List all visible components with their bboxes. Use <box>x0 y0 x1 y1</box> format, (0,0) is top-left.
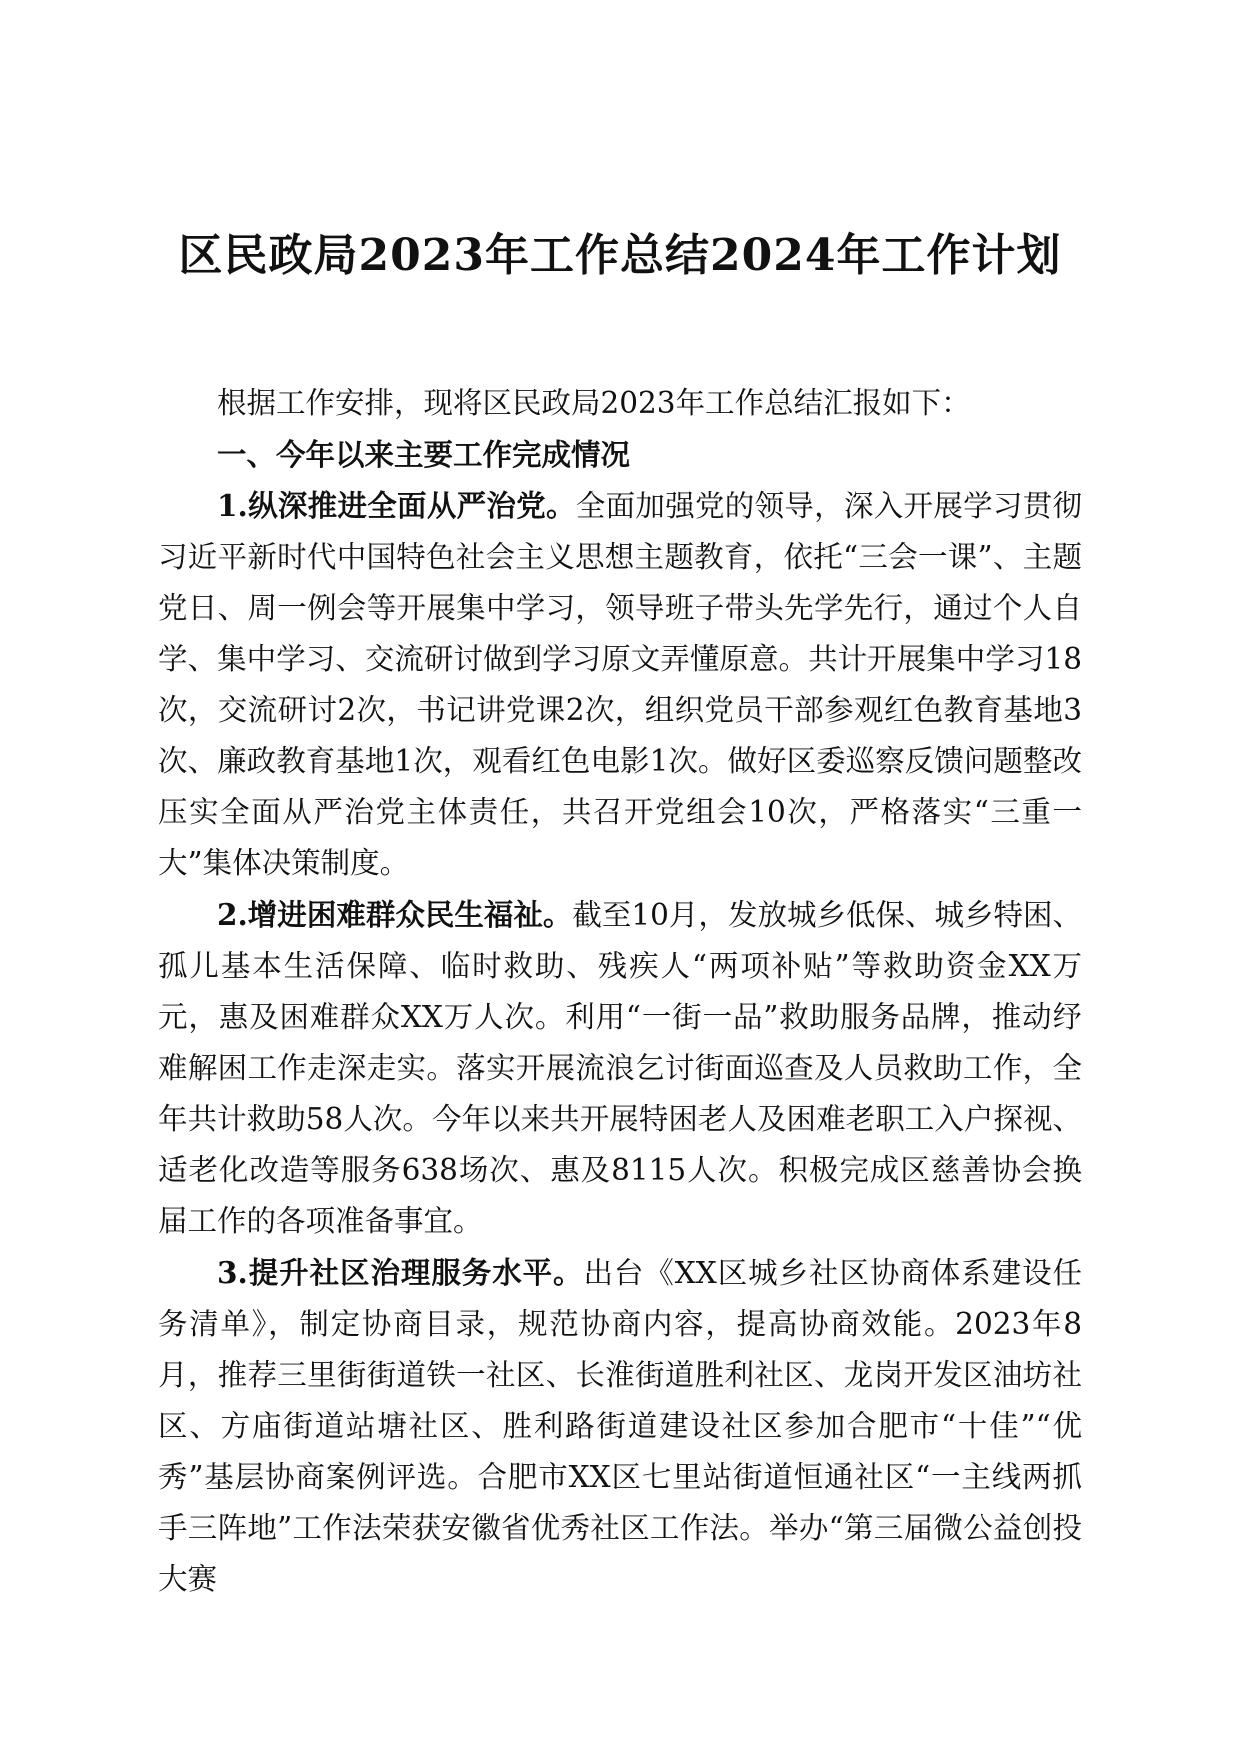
item-paragraph <box>158 889 1082 1247</box>
item-lead: 3.提升社区治理服务水平。 <box>217 1255 584 1290</box>
item-paragraph <box>158 1247 1082 1605</box>
item-lead: 1.纵深推进全面从严治党。 <box>217 488 576 523</box>
intro-paragraph: 根据工作安排，现将区民政局2023年工作总结汇报如下： <box>217 386 971 420</box>
section-heading: 一、今年以来主要工作完成情况 <box>217 437 631 472</box>
item-text: 截至10月，发放城乡低保、城乡特困、孤儿基本生活保障、临时救助、残疾人“两项补贴”等救助资金XX万元，惠及困难群众XX万人次。利用“一街一品”救助服务品牌，推动纾难解困工作走深走实。落实开展流浪乞讨街面巡查及人员救助工作，全年共计救助58人次。今年以来共开展特困老人及困难老职工入户探视、适老化改造等服务638场次、惠及8115人次。积极完成区慈善协会换届工作的各项准备事宜。 <box>158 898 1083 1238</box>
item-text: 全面加强党的领导，深入开展学习贯彻习近平新时代中国特色社会主义思想主题教育，依托“三会一课”、主题党日、周一例会等开展集中学习，领导班子带头先学先行，通过个人自学、集中学习、交流研讨做到学习原文弄懂原意。共计开展集中学习18次，交流研讨2次，书记讲党课2次，组织党员干部参观红色教育基地3次、廉政教育基地1次，观看红色电影1次。做好区委巡察反馈问题整改压实全面从严治党主体责任，共召开党组会10次，严格落实“三重一大”集体决策制度。 <box>158 489 1082 880</box>
item-lead: 2.增进困难群众民生福祉。 <box>217 897 573 932</box>
document-body <box>158 378 1082 1605</box>
item-paragraph <box>158 480 1082 889</box>
item-text: 出台《XX区城乡社区协商体系建设任务清单》，制定协商目录，规范协商内容，提高协商效能。2023年8月，推荐三里街街道铁一社区、长淮街道胜利社区、龙岗开发区油坊社区、方庙街道站塘社区、胜利路街道建设社区参加合肥市“十佳”“优秀”基层协商案例评选。合肥市XX区七里站街道恒通社区“一主线两抓手三阵地”工作法荣获安徽省优秀社区工作法。举办“第三届微公益创投大赛 <box>158 1256 1082 1596</box>
document-title: 区民政局2023年工作总结2024年工作计划 <box>178 230 1062 281</box>
